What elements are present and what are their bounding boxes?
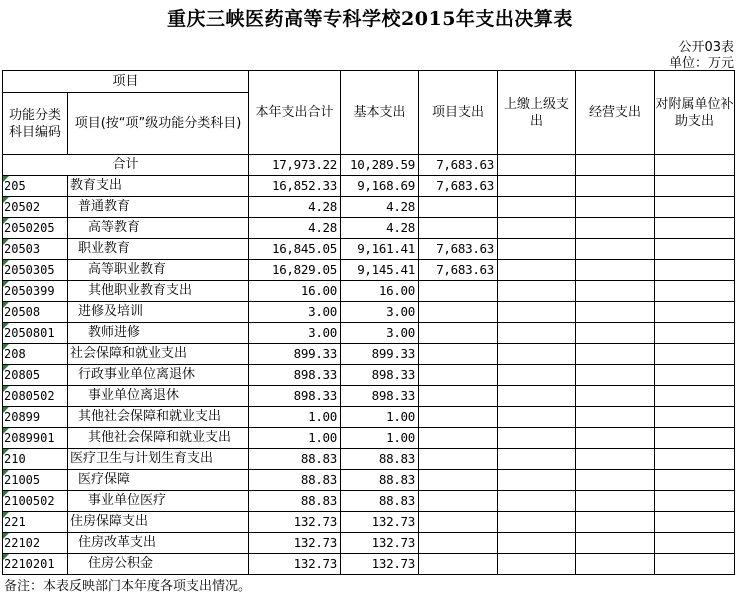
total-label: 合计 — [3, 155, 249, 176]
row-business — [576, 407, 655, 428]
row-name: 医疗卫生与计划生育支出 — [68, 449, 249, 470]
row-code: 221 — [3, 512, 68, 533]
row-name: 住房保障支出 — [68, 512, 249, 533]
table-row — [3, 407, 735, 428]
row-basic: 132.73 — [341, 533, 419, 554]
row-basic: 898.33 — [341, 365, 419, 386]
table-row — [3, 428, 735, 449]
total-turnover — [498, 155, 576, 176]
row-turnover — [498, 197, 576, 218]
row-turnover — [498, 365, 576, 386]
row-total: 16,852.33 — [249, 176, 341, 197]
total-row — [3, 155, 735, 176]
row-subsidy — [655, 281, 735, 302]
row-project — [419, 512, 498, 533]
row-business — [576, 260, 655, 281]
row-basic: 88.83 — [341, 470, 419, 491]
row-project — [419, 197, 498, 218]
header-project: 项目支出 — [419, 71, 498, 155]
row-project — [419, 365, 498, 386]
row-code: 2050801 — [3, 323, 68, 344]
row-total: 88.83 — [249, 491, 341, 512]
row-business — [576, 197, 655, 218]
row-total: 4.28 — [249, 218, 341, 239]
row-business — [576, 386, 655, 407]
row-business — [576, 302, 655, 323]
row-basic: 132.73 — [341, 554, 419, 575]
table-row — [3, 470, 735, 491]
row-basic: 16.00 — [341, 281, 419, 302]
row-turnover — [498, 533, 576, 554]
row-turnover — [498, 302, 576, 323]
row-code: 2100502 — [3, 491, 68, 512]
row-project — [419, 533, 498, 554]
row-total: 16,845.05 — [249, 239, 341, 260]
row-total: 16.00 — [249, 281, 341, 302]
row-business — [576, 365, 655, 386]
table-row — [3, 491, 735, 512]
row-code: 2089901 — [3, 428, 68, 449]
row-name: 住房公积金 — [68, 554, 249, 575]
row-code: 210 — [3, 449, 68, 470]
row-subsidy — [655, 428, 735, 449]
row-name: 事业单位离退休 — [68, 386, 249, 407]
row-project — [419, 554, 498, 575]
row-total: 132.73 — [249, 512, 341, 533]
row-name: 普通教育 — [68, 197, 249, 218]
total-business — [576, 155, 655, 176]
row-code: 208 — [3, 344, 68, 365]
row-code: 20502 — [3, 197, 68, 218]
row-project — [419, 302, 498, 323]
row-total: 132.73 — [249, 533, 341, 554]
row-turnover — [498, 407, 576, 428]
row-basic: 132.73 — [341, 512, 419, 533]
row-name: 医疗保障 — [68, 470, 249, 491]
table-row — [3, 344, 735, 365]
row-subsidy — [655, 407, 735, 428]
row-project: 7,683.63 — [419, 239, 498, 260]
table-row — [3, 302, 735, 323]
row-project — [419, 428, 498, 449]
row-basic: 3.00 — [341, 323, 419, 344]
row-basic: 1.00 — [341, 407, 419, 428]
row-project: 7,683.63 — [419, 260, 498, 281]
table-row — [3, 386, 735, 407]
row-total: 88.83 — [249, 449, 341, 470]
row-business — [576, 470, 655, 491]
total-basic: 10,289.59 — [341, 155, 419, 176]
row-basic: 9,161.41 — [341, 239, 419, 260]
row-subsidy — [655, 491, 735, 512]
row-code: 20508 — [3, 302, 68, 323]
row-turnover — [498, 491, 576, 512]
table-row — [3, 449, 735, 470]
row-project — [419, 344, 498, 365]
row-basic: 4.28 — [341, 197, 419, 218]
row-subsidy — [655, 554, 735, 575]
unit-note: 单位：万元 — [668, 56, 734, 71]
row-code: 21005 — [3, 470, 68, 491]
row-subsidy — [655, 218, 735, 239]
row-total: 3.00 — [249, 323, 341, 344]
row-code: 20503 — [3, 239, 68, 260]
row-turnover — [498, 344, 576, 365]
row-code: 2050205 — [3, 218, 68, 239]
row-code: 2050399 — [3, 281, 68, 302]
row-name: 高等职业教育 — [68, 260, 249, 281]
row-name: 社会保障和就业支出 — [68, 344, 249, 365]
row-name: 其他社会保障和就业支出 — [68, 428, 249, 449]
header-total: 本年支出合计 — [249, 71, 341, 155]
header-basic: 基本支出 — [341, 71, 419, 155]
row-business — [576, 491, 655, 512]
row-basic: 4.28 — [341, 218, 419, 239]
row-project — [419, 470, 498, 491]
row-subsidy — [655, 449, 735, 470]
row-subsidy — [655, 239, 735, 260]
row-business — [576, 428, 655, 449]
row-business — [576, 512, 655, 533]
header-name: 项目(按“项”级功能分类科目) — [68, 93, 249, 155]
row-project: 7,683.63 — [419, 176, 498, 197]
row-subsidy — [655, 197, 735, 218]
row-subsidy — [655, 344, 735, 365]
total-subsidy — [655, 155, 735, 176]
row-subsidy — [655, 260, 735, 281]
row-project — [419, 449, 498, 470]
row-total: 88.83 — [249, 470, 341, 491]
row-name: 事业单位医疗 — [68, 491, 249, 512]
row-total: 898.33 — [249, 386, 341, 407]
row-turnover — [498, 428, 576, 449]
row-code: 2050305 — [3, 260, 68, 281]
total-total: 17,973.22 — [249, 155, 341, 176]
row-basic: 9,145.41 — [341, 260, 419, 281]
row-name: 其他职业教育支出 — [68, 281, 249, 302]
row-project — [419, 491, 498, 512]
header-turnover: 上缴上级支出 — [498, 71, 576, 155]
row-code: 2080502 — [3, 386, 68, 407]
table-row — [3, 197, 735, 218]
row-subsidy — [655, 323, 735, 344]
row-total: 1.00 — [249, 428, 341, 449]
row-name: 高等教育 — [68, 218, 249, 239]
row-business — [576, 218, 655, 239]
header-business: 经营支出 — [576, 71, 655, 155]
header-item-group: 项目 — [3, 71, 249, 93]
row-name: 教师进修 — [68, 323, 249, 344]
row-project — [419, 323, 498, 344]
table-row — [3, 281, 735, 302]
table-row — [3, 260, 735, 281]
table-row — [3, 533, 735, 554]
table-row — [3, 176, 735, 197]
row-turnover — [498, 260, 576, 281]
row-basic: 88.83 — [341, 449, 419, 470]
row-basic: 898.33 — [341, 386, 419, 407]
row-name: 行政事业单位离退休 — [68, 365, 249, 386]
row-project — [419, 218, 498, 239]
row-code: 205 — [3, 176, 68, 197]
row-basic: 1.00 — [341, 428, 419, 449]
header-code: 功能分类科目编码 — [3, 93, 68, 155]
row-business — [576, 449, 655, 470]
row-business — [576, 239, 655, 260]
row-business — [576, 344, 655, 365]
row-code: 2210201 — [3, 554, 68, 575]
row-turnover — [498, 239, 576, 260]
row-business — [576, 323, 655, 344]
table-row — [3, 239, 735, 260]
table-code-note: 公开03表 — [678, 40, 734, 55]
row-turnover — [498, 281, 576, 302]
row-subsidy — [655, 176, 735, 197]
row-subsidy — [655, 533, 735, 554]
row-total: 3.00 — [249, 302, 341, 323]
row-name: 进修及培训 — [68, 302, 249, 323]
row-turnover — [498, 386, 576, 407]
table-row — [3, 512, 735, 533]
table-row — [3, 365, 735, 386]
row-code: 20899 — [3, 407, 68, 428]
row-turnover — [498, 470, 576, 491]
row-turnover — [498, 512, 576, 533]
header-subsidy: 对附属单位补助支出 — [655, 71, 735, 155]
footer-note: 备注：本表反映部门本年度各项支出情况。 — [4, 579, 252, 594]
table-row — [3, 218, 735, 239]
row-subsidy — [655, 302, 735, 323]
row-total: 898.33 — [249, 365, 341, 386]
row-total: 1.00 — [249, 407, 341, 428]
row-turnover — [498, 554, 576, 575]
row-subsidy — [655, 470, 735, 491]
row-turnover — [498, 218, 576, 239]
table-row — [3, 554, 735, 575]
row-subsidy — [655, 512, 735, 533]
row-project — [419, 386, 498, 407]
row-basic: 88.83 — [341, 491, 419, 512]
row-turnover — [498, 323, 576, 344]
row-total: 16,829.05 — [249, 260, 341, 281]
row-turnover — [498, 449, 576, 470]
row-subsidy — [655, 386, 735, 407]
row-name: 住房改革支出 — [68, 533, 249, 554]
row-basic: 899.33 — [341, 344, 419, 365]
report-title: 重庆三峡医药高等专科学校2015年支出决算表 — [167, 8, 573, 30]
table-row — [3, 323, 735, 344]
row-business — [576, 533, 655, 554]
row-turnover — [498, 176, 576, 197]
expenditure-table — [2, 70, 735, 575]
row-total: 132.73 — [249, 554, 341, 575]
row-basic: 3.00 — [341, 302, 419, 323]
row-name: 其他社会保障和就业支出 — [68, 407, 249, 428]
row-business — [576, 281, 655, 302]
row-total: 4.28 — [249, 197, 341, 218]
total-project: 7,683.63 — [419, 155, 498, 176]
row-basic: 9,168.69 — [341, 176, 419, 197]
row-name: 职业教育 — [68, 239, 249, 260]
row-business — [576, 176, 655, 197]
row-project — [419, 407, 498, 428]
row-business — [576, 554, 655, 575]
row-name: 教育支出 — [68, 176, 249, 197]
row-code: 22102 — [3, 533, 68, 554]
row-code: 20805 — [3, 365, 68, 386]
row-project — [419, 281, 498, 302]
row-total: 899.33 — [249, 344, 341, 365]
row-subsidy — [655, 365, 735, 386]
